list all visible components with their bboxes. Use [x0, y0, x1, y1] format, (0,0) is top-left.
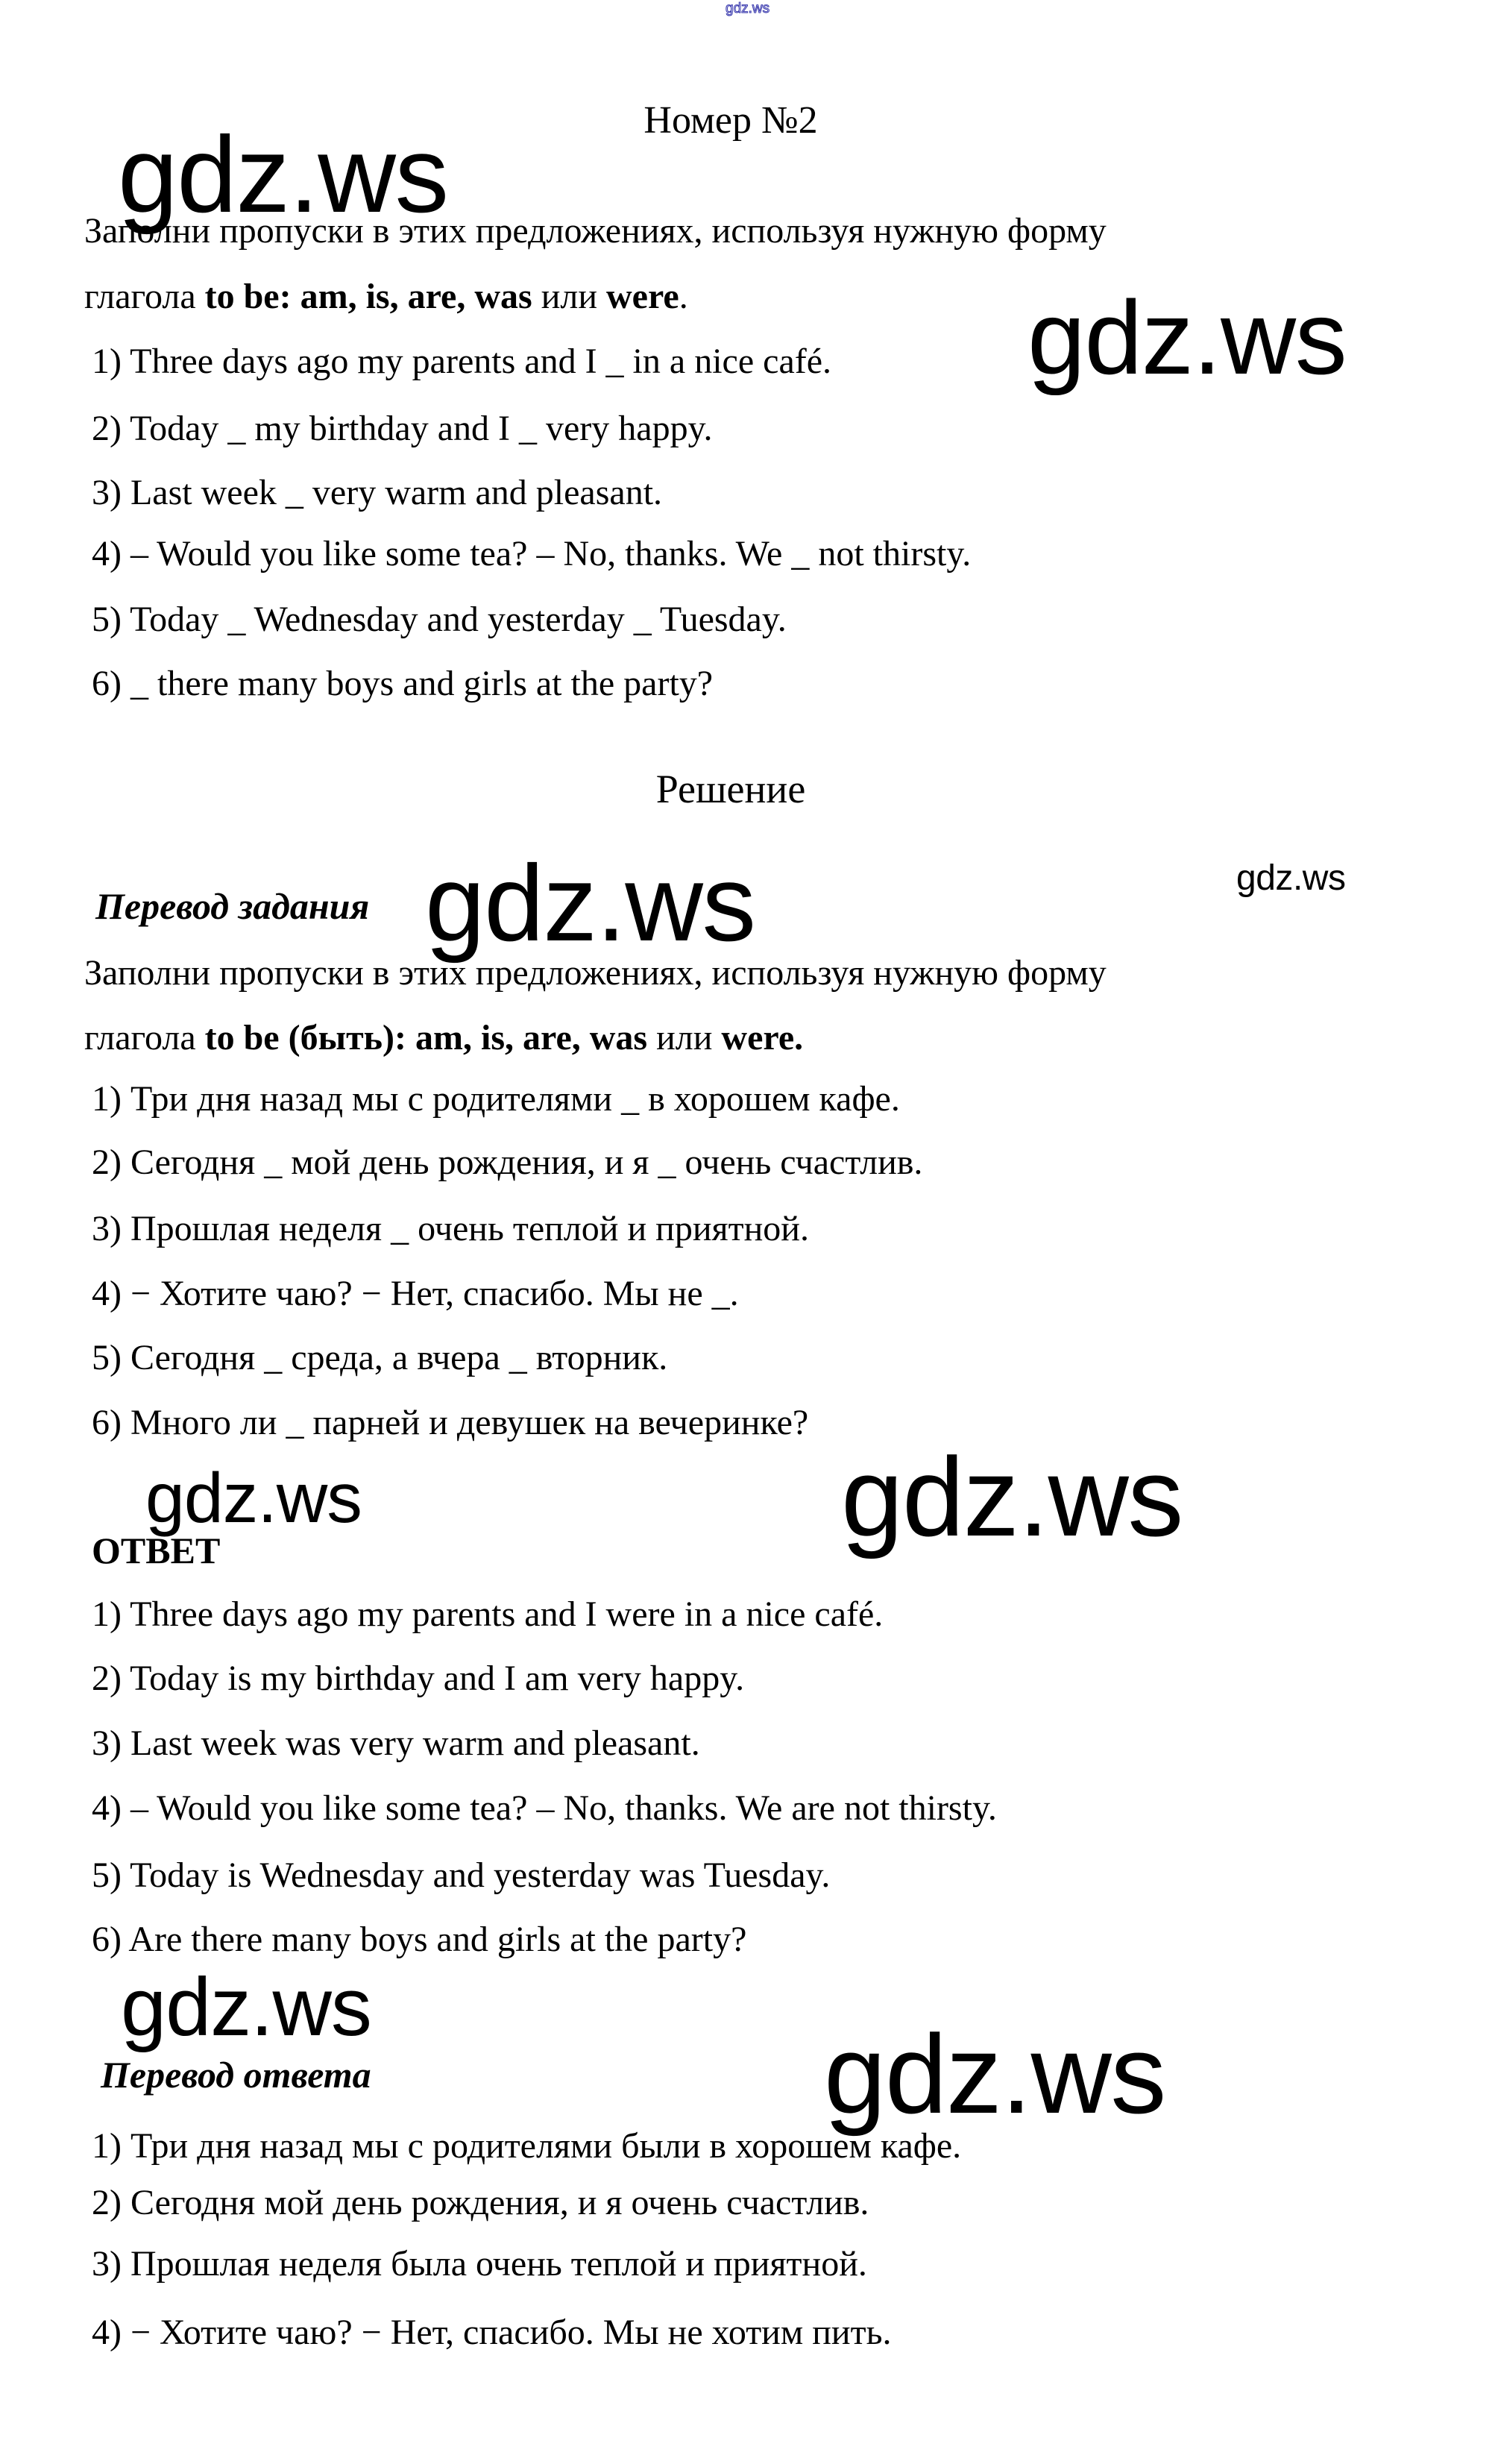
translation-task-intro-line1: Заполни пропуски в этих предложениях, используя нужную форму [84, 953, 1107, 993]
task-intro-line2-verb-forms: to be: am, is, are, was [204, 277, 532, 316]
task-intro-line1: Заполни пропуски в этих предложениях, используя нужную форму [84, 211, 1107, 251]
answer-item: 1) Three days ago my parents and I were in a nice café. [92, 1594, 884, 1634]
gdz-watermark-task-right: gdz.ws [1027, 279, 1347, 396]
solution-heading: Решение [655, 767, 806, 811]
translation-answer-item: 3) Прошлая неделя была очень теплой и приятной. [92, 2244, 867, 2284]
gdz-watermark-translation-answer-left: gdz.ws [121, 1961, 371, 2053]
task-intro-line2-prefix: глагола [84, 277, 205, 316]
translation-task-intro-line2-or: или [647, 1018, 722, 1057]
translation-task-item: 1) Три дня назад мы с родителями _ в хорошем кафе. [92, 1079, 900, 1119]
gdz-watermark-translation-answer-center: gdz.ws [824, 2011, 1165, 2137]
answer-item: 5) Today is Wednesday and yesterday was Tuesday. [92, 1855, 831, 1895]
translation-task-intro-line2-verb-forms: to be (быть): am, is, are, was [204, 1018, 648, 1057]
task-intro-line2-or: или [532, 277, 607, 316]
task-item: 1) Three days ago my parents and I _ in a nice café. [92, 342, 832, 381]
translation-task-item: 6) Много ли _ парней и девушек на вечеринке? [92, 1403, 809, 1442]
gdz-watermark-answer-center: gdz.ws [841, 1434, 1183, 1559]
translation-task-intro-line2-were: were. [721, 1018, 804, 1057]
translation-task-item: 2) Сегодня _ мой день рождения, и я _ очень счастлив. [92, 1143, 923, 1182]
page-title: Номер №2 [643, 99, 818, 142]
translation-task-item: 3) Прошлая неделя _ очень теплой и приятной. [92, 1209, 809, 1248]
translation-task-item: 5) Сегодня _ среда, а вчера _ вторник. [92, 1338, 668, 1377]
gdz-watermark-top-left: gdz.ws [118, 114, 448, 235]
gdz-watermark-translation-task: gdz.ws [425, 843, 755, 964]
task-item: 4) – Would you like some tea? – No, thanks. We _ not thirsty. [92, 534, 972, 573]
task-intro-line2-were: were [606, 277, 679, 316]
gdz-watermark-answer-left: gdz.ws [145, 1459, 362, 1538]
answer-item: 3) Last week was very warm and pleasant. [92, 1723, 700, 1763]
translation-task-intro-line2 [84, 1019, 803, 1057]
translation-task-item: 4) − Хотите чаю? − Нет, спасибо. Мы не _. [92, 1274, 739, 1313]
translation-answer-label: Перевод ответа [101, 2054, 371, 2096]
answer-item: 6) Are there many boys and girls at the party? [92, 1920, 747, 1959]
answer-label: ОТВЕТ [92, 1530, 221, 1571]
answer-item: 4) – Would you like some tea? – No, thanks. We are not thirsty. [92, 1788, 997, 1828]
translation-answer-item: 2) Сегодня мой день рождения, и я очень счастлив. [92, 2183, 869, 2222]
task-item: 3) Last week _ very warm and pleasant. [92, 473, 663, 512]
translation-task-label: Перевод задания [95, 885, 370, 927]
translation-answer-item: 4) − Хотите чаю? − Нет, спасибо. Мы не хотим пить. [92, 2313, 892, 2352]
answer-item: 2) Today is my birthday and I am very happy. [92, 1659, 745, 1698]
gdz-watermark-blue-top: gdz.ws [726, 1, 770, 16]
task-intro-line2-period: . [679, 277, 688, 316]
gdz-watermark-right-medium: gdz.ws [1236, 858, 1346, 898]
translation-answer-item: 1) Три дня назад мы с родителями были в хорошем кафе. [92, 2126, 962, 2166]
translation-task-intro-line2-prefix: глагола [84, 1018, 205, 1057]
task-item: 6) _ there many boys and girls at the party? [92, 664, 714, 703]
task-intro-line2 [84, 277, 688, 316]
task-item: 5) Today _ Wednesday and yesterday _ Tuesday. [92, 600, 787, 639]
task-item: 2) Today _ my birthday and I _ very happy. [92, 409, 713, 448]
